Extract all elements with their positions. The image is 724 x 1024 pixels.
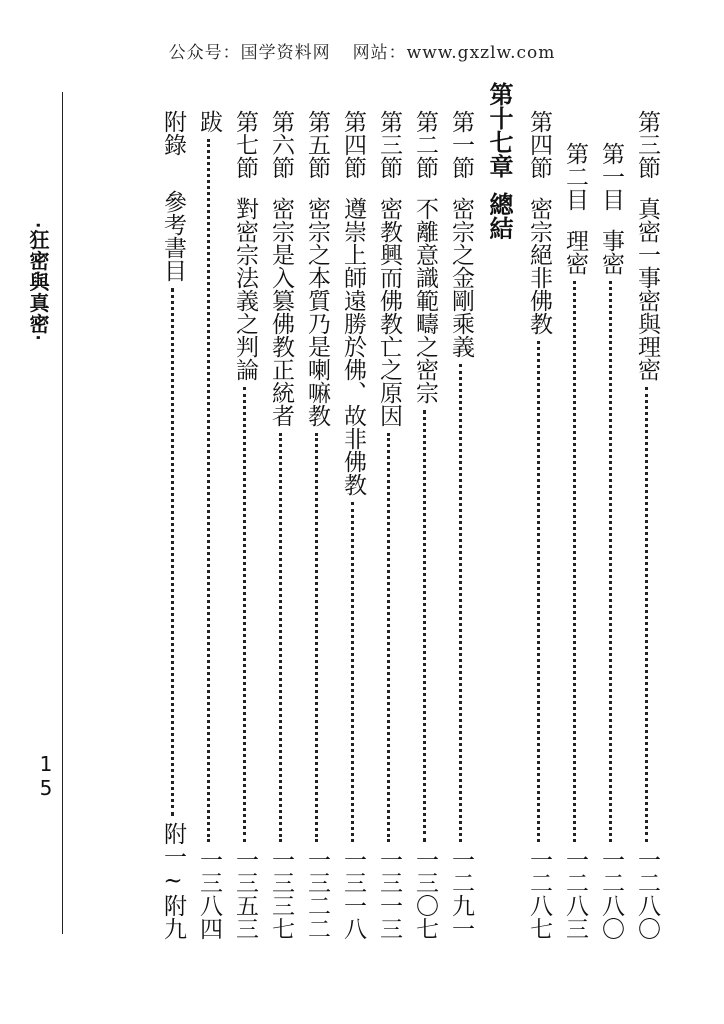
toc-entry-title: 真密一事密與理密	[634, 197, 660, 381]
toc-entry-page: 一二八七	[526, 848, 552, 940]
toc-entry[interactable]	[336, 110, 370, 940]
leader-dots	[351, 502, 356, 842]
leader-dots	[609, 281, 614, 842]
toc-entry-label: 第七節	[232, 110, 258, 179]
page-number: 15	[34, 752, 58, 800]
leader-dots	[459, 364, 464, 842]
toc-entry-page: 一三〇七	[412, 848, 438, 940]
toc-entry-page: 一二八〇	[598, 848, 624, 940]
toc-entry-page: 一三三七	[268, 848, 294, 940]
leader-dots	[537, 341, 542, 842]
toc-entry-page: 一三八四	[196, 848, 222, 940]
toc-entry-page: 一三一三	[376, 848, 402, 940]
toc-entry-label: 第一節	[448, 110, 474, 179]
toc-entry-title: 參考書目	[160, 190, 186, 282]
toc-entry-title: 遵崇上師遠勝於佛、故非佛教	[340, 197, 366, 496]
toc-entry-title: 密教興而佛教亡之原因	[376, 197, 402, 427]
toc-entry-label: 附錄	[160, 110, 186, 156]
toc-entry-page: 一三一八	[340, 848, 366, 940]
header-wechat: 公众号：国学资料网	[168, 43, 331, 63]
toc-entry-title: 密宗絕非佛教	[526, 197, 552, 335]
toc-entry-page: 一三五三	[232, 848, 258, 940]
leader-dots	[171, 288, 176, 816]
leader-dots	[243, 387, 248, 842]
toc-entry-title: 事密	[598, 229, 624, 275]
toc-entry-label: 第二節	[412, 110, 438, 179]
table-of-contents	[154, 82, 664, 940]
toc-entry-label: 第四節	[526, 110, 552, 179]
toc-entry-title: 理密	[562, 229, 588, 275]
toc-entry-label: 第四節	[340, 110, 366, 179]
toc-entry-label: 第二目	[562, 142, 588, 211]
leader-dots	[387, 433, 392, 842]
toc-entry-label: 第一目	[598, 142, 624, 211]
toc-entry-label: 第三節	[376, 110, 402, 179]
toc-entry[interactable]	[156, 110, 190, 940]
leader-dots	[279, 433, 284, 842]
toc-entry[interactable]	[522, 110, 556, 940]
header-website: 网站：www.gxzlw.com	[352, 43, 556, 63]
leader-dots	[207, 139, 212, 842]
toc-entry-page: 一三二二	[304, 848, 330, 940]
toc-entry[interactable]	[300, 110, 334, 940]
toc-entry[interactable]	[444, 110, 478, 940]
toc-entry[interactable]	[558, 110, 592, 940]
toc-entry-label: 第三節	[634, 110, 660, 179]
chapter-heading[interactable]	[482, 82, 516, 912]
chapter-label: 第十七章	[485, 82, 514, 178]
toc-entry-label: 第六節	[268, 110, 294, 179]
leader-dots	[423, 410, 428, 842]
toc-entry-title: 不離意識範疇之密宗	[412, 197, 438, 404]
toc-entry-title: 密宗之本質乃是喇嘛教	[304, 197, 330, 427]
toc-entry[interactable]	[228, 110, 262, 940]
watermark-header	[0, 38, 724, 63]
toc-entry-page: 一二八三	[562, 848, 588, 940]
toc-entry-title: 密宗之金剛乘義	[448, 197, 474, 358]
toc-entry[interactable]	[630, 110, 664, 940]
toc-entry-page: 一二九一	[448, 848, 474, 940]
margin-rule	[62, 92, 63, 934]
running-title: ‧狂密與真密‧	[26, 222, 50, 342]
toc-entry-label: 跋	[196, 110, 222, 133]
toc-entry-title: 密宗是入篡佛教正統者	[268, 197, 294, 427]
toc-entry[interactable]	[408, 110, 442, 940]
chapter-title: 總結	[485, 192, 514, 240]
toc-entry-label: 第五節	[304, 110, 330, 179]
toc-entry-page: 附一~附九	[160, 822, 186, 940]
leader-dots	[645, 387, 650, 842]
toc-entry[interactable]	[372, 110, 406, 940]
toc-entry[interactable]	[594, 110, 628, 940]
toc-entry-title: 對密宗法義之判論	[232, 197, 258, 381]
leader-dots	[573, 281, 578, 842]
toc-entry-page: 一二八〇	[634, 848, 660, 940]
toc-entry[interactable]	[192, 110, 226, 940]
toc-entry[interactable]	[264, 110, 298, 940]
leader-dots	[315, 433, 320, 842]
